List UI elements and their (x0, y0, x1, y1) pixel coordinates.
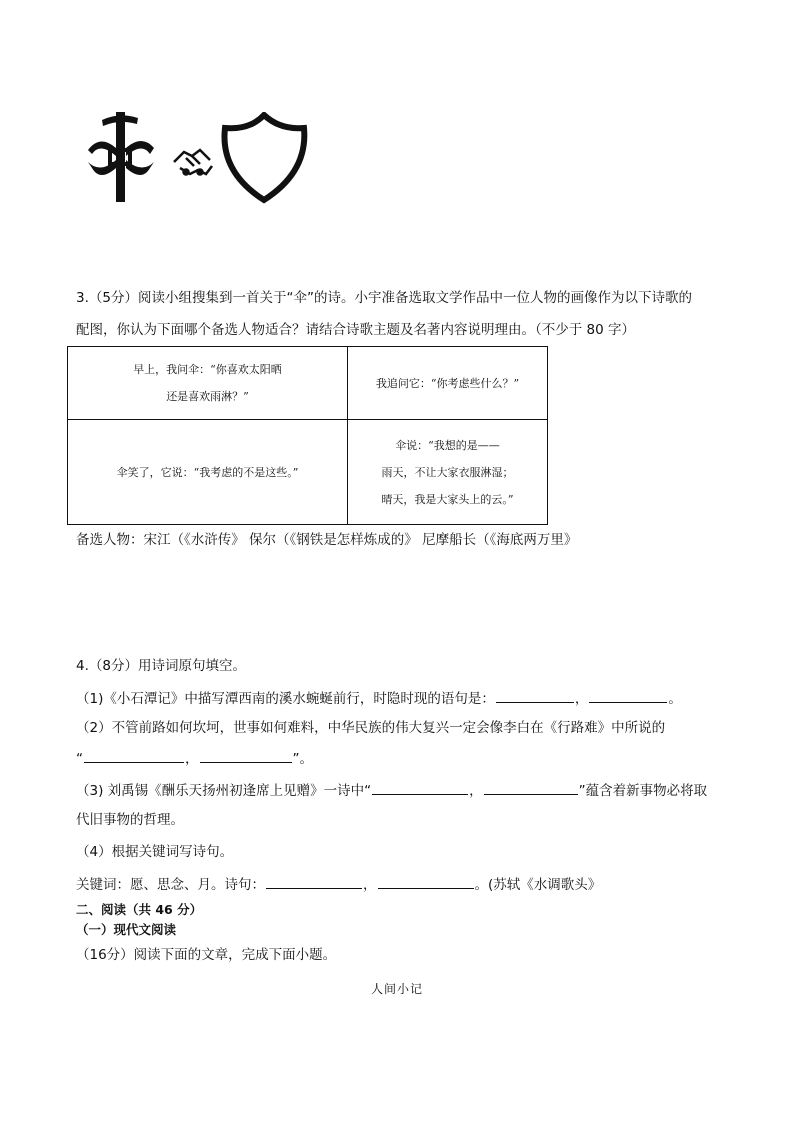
poem-cell-umbrella-says (348, 420, 548, 525)
q4-item-3-line1 (76, 780, 736, 801)
answer-blank[interactable] (589, 688, 667, 703)
answer-blank[interactable] (484, 780, 578, 795)
answer-blank[interactable] (200, 748, 292, 763)
section-heading: 二、阅读（共 46 分） (76, 902, 203, 917)
end-mark: 。 (668, 691, 682, 707)
poem-text: 我追问它：“你考虑些什么？” (375, 376, 520, 390)
poem-text: 晴天，我是大家头上的云。” (381, 492, 514, 506)
poem-cell-ask (348, 347, 548, 420)
q4-item-4-title: （4）根据关键词写诗句。 (76, 844, 234, 860)
subsection-heading: （一）现代文阅读 (76, 922, 177, 937)
poem-cell-laugh (68, 420, 348, 525)
answer-blank[interactable] (84, 748, 184, 763)
article-title: 人间小记 (370, 982, 423, 996)
q4-item-4-text: 关键词：愿、思念、月。诗句： (76, 877, 265, 893)
separator: ， (363, 877, 377, 893)
q4-item-1-text: （1)《小石潭记》中描写潭西南的溪水蜿蜒前行，时隐时现的语句是： (76, 691, 495, 707)
separator: ， (574, 691, 589, 707)
quote-close: ”。 (292, 751, 313, 767)
q3-candidates: 备选人物：宋江（《水浒传》 保尔（《钢铁是怎样炼成的》 尼摩船长（《海底两万里》 (76, 532, 578, 548)
poem-text: 伞笑了，它说：“我考虑的不是这些。” (116, 465, 299, 479)
answer-blank[interactable] (496, 688, 574, 703)
shield-icon (224, 115, 304, 200)
poem-table (67, 346, 548, 525)
reading-instruction: （16分）阅读下面的文章，完成下面小题。 (76, 947, 337, 963)
quote-open: “ (76, 751, 83, 767)
q4-item-1 (76, 688, 736, 709)
poem-text: 伞说：“我想的是—— (395, 438, 500, 452)
poem-text: 早上，我问伞：“你喜欢太阳晒 (133, 363, 282, 376)
q4-item-3-tail: ”蕴含着新事物必将取 (578, 783, 708, 799)
poem-row-2 (68, 420, 548, 525)
answer-blank[interactable] (372, 780, 468, 795)
peace-handshake-shield-logo (88, 112, 308, 204)
he-character-icon (88, 112, 154, 202)
q4-item-3-text: （3) 刘禹锡《酬乐天扬州初逢席上见赠》一诗中“ (76, 783, 372, 799)
poem-text: 还是喜欢雨淋？” (166, 390, 249, 403)
q4-item-3-line2: 代旧事物的哲理。 (76, 812, 184, 828)
handshake-icon (174, 150, 212, 175)
answer-blank[interactable] (266, 874, 362, 889)
q3-prompt-line2: 配图，你认为下面哪个备选人物适合？请结合诗歌主题及名著内容说明理由。（不少于 80 字） (76, 322, 636, 338)
q4-item-4-line (76, 874, 736, 895)
poem-row-1 (68, 347, 548, 420)
q4-item-2-line1: （2）不管前路如何坎坷，世事如何难料，中华民族的伟大复兴一定会像李白在《行路难》中所说的 (76, 720, 666, 736)
separator: ， (185, 751, 199, 767)
poem-cell-morning (68, 347, 348, 420)
q4-item-4-tail: 。(苏轼《水调歌头》 (474, 877, 602, 893)
q4-item-2-line2 (76, 748, 736, 769)
poem-text: 雨天，不让大家衣服淋湿； (381, 465, 514, 479)
answer-blank[interactable] (378, 874, 474, 889)
separator: ， (469, 783, 483, 799)
q4-title: 4.（8分）用诗词原句填空。 (76, 658, 246, 674)
q3-prompt-line1: 3.（5分）阅读小组搜集到一首关于“伞”的诗。小宇准备选取文学作品中一位人物的画像作为以下诗歌的 (76, 290, 692, 306)
